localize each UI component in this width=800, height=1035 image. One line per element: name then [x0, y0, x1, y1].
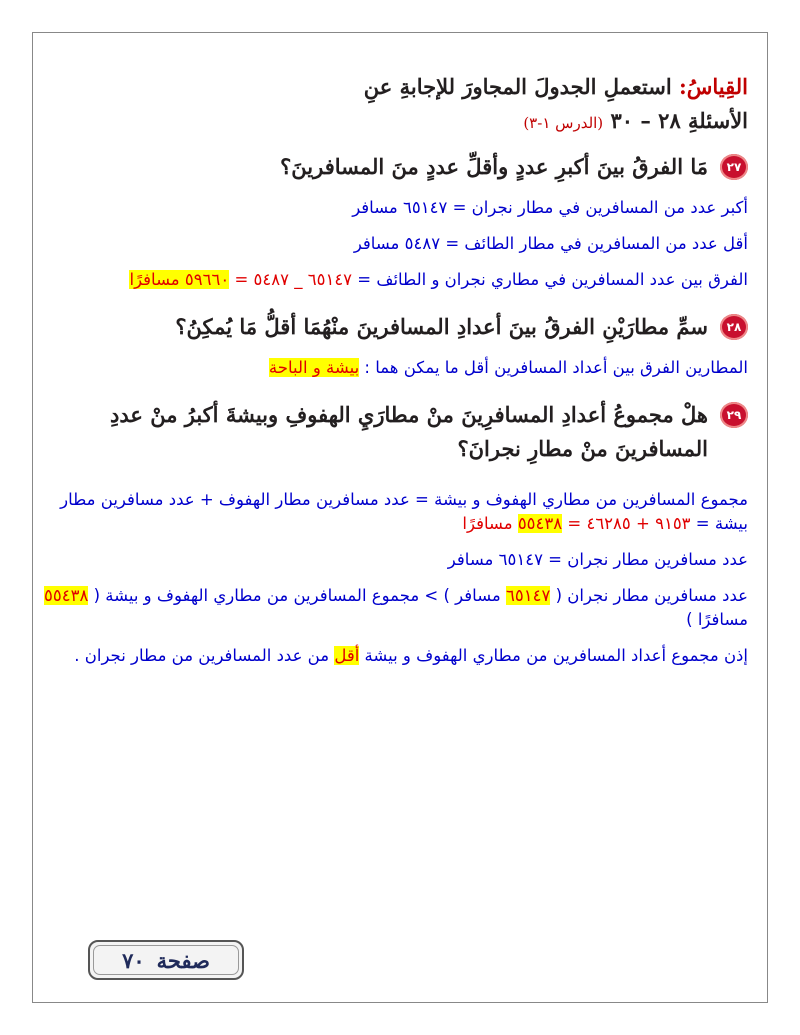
page-number-box [88, 940, 244, 980]
answer-highlight: بيشة و الباحة [268, 358, 360, 377]
question-27 [44, 150, 748, 184]
question-text: هلْ مجموعُ أعدادِ المسافرِينَ منْ مطارَيِ الهفوفِ وبيشةَ أكبرُ منْ عددِ المسافرينَ منْ مطارِ نجرانَ؟ [110, 402, 708, 461]
answer-28 [44, 356, 748, 380]
page-number: ٧٠ [122, 947, 145, 973]
question-29 [44, 398, 748, 466]
answer-highlight-sum: ٥٥٤٣٨ [44, 586, 89, 605]
question-number-badge: ٢٩ [720, 402, 748, 428]
question-number-badge: ٢٧ [720, 154, 748, 180]
answer-sum-highlight: ٥٥٤٣٨ [517, 514, 563, 533]
heading-text: استعملِ الجدولَ المجاورَ للإجابةِ عنِ [363, 74, 672, 99]
instructions-heading [44, 70, 748, 104]
answer-27-line2: أقل عدد من المسافرين في مطار الطائف = ٥٤٨٧ مسافر [353, 234, 748, 253]
page-label: صفحة [156, 947, 210, 973]
questions-range: الأسئلةِ ٢٨ – ٣٠ [610, 108, 748, 133]
answer-27-line3 [44, 268, 748, 292]
answer-equation: ٩١٥٣ + ٤٦٢٨٥ = [562, 514, 691, 533]
answer-29-line3 [44, 584, 748, 632]
answer-text: مسافرًا ) [686, 610, 748, 629]
answer-highlight-less: أقل [334, 646, 360, 665]
answer-result-highlight: ٥٩٦٦٠ مسافرًا [129, 270, 230, 289]
question-text: سمِّ مطارَيْنِ الفرقُ بينَ أعدادِ المسافرينَ منْهُمَا أقلُّ مَا يُمكِنُ؟ [175, 314, 708, 339]
lesson-reference: (الدرس ١-٣) [523, 114, 604, 132]
answer-highlight-najran: ٦٥١٤٧ [506, 586, 551, 605]
question-text: مَا الفرقُ بينَ أكبرِ عددٍ وأقلِّ عددٍ منَ المسافرينَ؟ [280, 154, 708, 179]
instructions-line2 [44, 104, 748, 140]
answer-29-line2: عدد مسافرين مطار نجران = ٦٥١٤٧ مسافر [447, 550, 748, 569]
question-28 [44, 310, 748, 344]
worksheet-content [44, 70, 748, 668]
answer-text: من عدد المسافرين من مطار نجران . [74, 646, 330, 665]
answer-text: عدد مسافرين مطار نجران ( [550, 586, 748, 605]
answer-27-line1: أكبر عدد من المسافرين في مطار نجران = ٦٥١٤٧ مسافر [352, 198, 748, 217]
answer-29-line4 [44, 644, 748, 668]
answer-text: مسافر ) > مجموع المسافرين من مطاري الهفوف و بيشة ( [93, 586, 501, 605]
answer-29-line1 [44, 488, 748, 536]
answer-text: مجموع المسافرين من مطاري الهفوف و بيشة = عدد مسافرين مطار الهفوف + عدد مسافرين مطار بيشة = [60, 490, 748, 533]
answer-text: المطارين الفرق بين أعداد المسافرين أقل ما يمكن هما : [359, 358, 748, 377]
question-number-badge: ٢٨ [720, 314, 748, 340]
answer-text: الفرق بين عدد المسافرين في مطاري نجران و الطائف = [352, 270, 748, 289]
heading-accent: القِياسُ: [679, 74, 748, 99]
answer-equation: ٦٥١٤٧ _ ٥٤٨٧ = [234, 270, 353, 289]
answer-unit: مسافرًا [462, 514, 513, 533]
answer-text: إذن مجموع أعداد المسافرين من مطاري الهفوف و بيشة [359, 646, 748, 665]
